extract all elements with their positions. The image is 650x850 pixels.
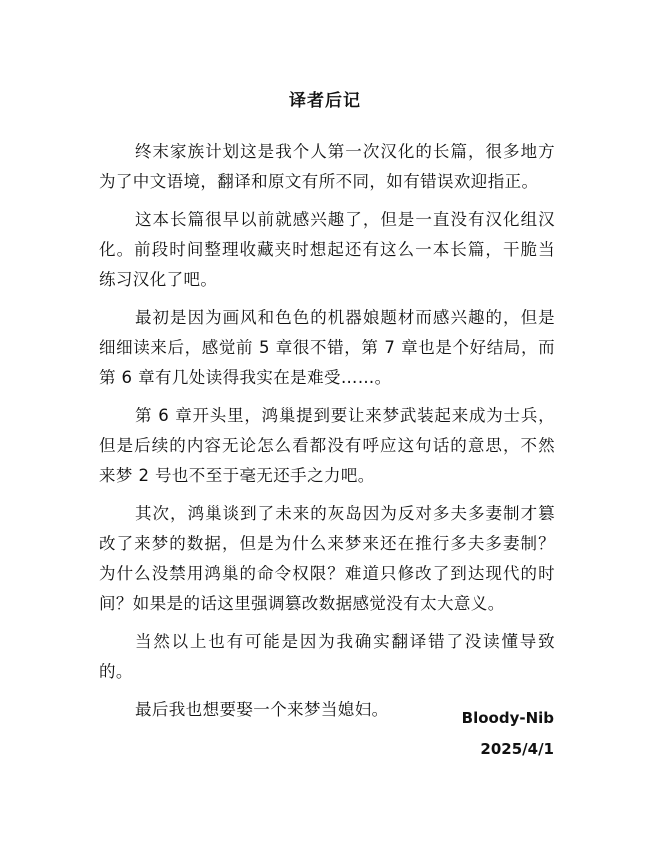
paragraph-4: 第 6 章开头里，鸿巢提到要让来梦武装起来成为士兵，但是后续的内容无论怎么看都没有呼应这句话的意思，不然来梦 2 号也不至于毫无还手之力吧。 — [99, 406, 555, 485]
paragraph-5: 其次，鸿巢谈到了未来的灰岛因为反对多夫多妻制才篡改了来梦的数据，但是为什么来梦来还在推行多夫多妻制？为什么没禁用鸿巢的命令权限？难道只修改了到达现代的时间？如果是的话这里强调篡改数据感觉没有太大意义。 — [99, 504, 555, 613]
paragraph-2: 这本长篇很早以前就感兴趣了，但是一直没有汉化组汉化。前段时间整理收藏夹时想起还有这么一本长篇，干脆当练习汉化了吧。 — [99, 210, 555, 289]
paragraph-3: 最初是因为画风和色色的机器娘题材而感兴趣的，但是细细读来后，感觉前 5 章很不错，第 7 章也是个好结局，而第 6 章有几处读得我实在是难受……。 — [99, 308, 555, 387]
signature-name: Bloody-Nib — [461, 709, 554, 727]
paragraph-6: 当然以上也有可能是因为我确实翻译错了没读懂导致的。 — [99, 632, 555, 681]
page-title: 译者后记 — [289, 91, 361, 111]
paragraph-7: 最后我也想要娶一个来梦当媳妇。 — [135, 700, 389, 719]
document-body — [99, 137, 555, 733]
signature-date: 2025/4/1 — [480, 740, 554, 758]
paragraph-1: 终末家族计划这是我个人第一次汉化的长篇，很多地方为了中文语境，翻译和原文有所不同，如有错误欢迎指正。 — [99, 142, 555, 191]
